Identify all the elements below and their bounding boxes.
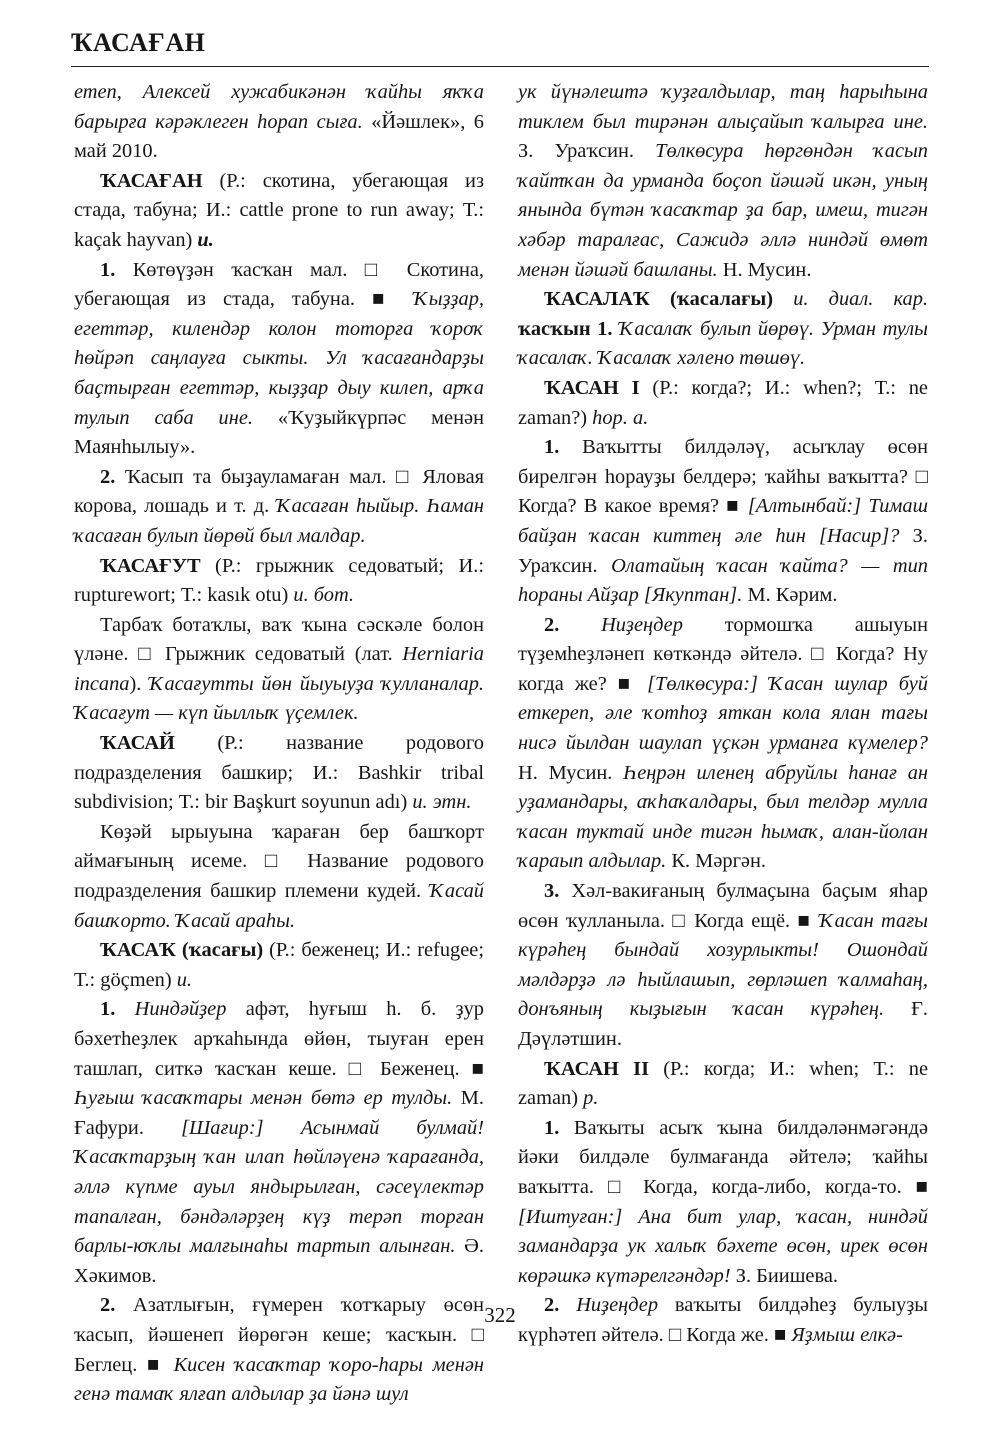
text-run: «Йәшлек», 6 май 2010. [74,110,484,163]
text-run: афәт, һуғыш һ. б. ҙур бәхетһеҙлек арҡаһында өйөн, тыуған ерен ташлап, ситкә ҡасҡан кеше. □ Беженец. ■ [74,998,485,1080]
dictionary-paragraph [518,433,928,611]
text-run: Ҡасып та быҙауламаған мал. □ Яловая корова, лошадь и т. д. [74,465,484,518]
text-run: 2. [544,613,602,636]
text-run: Ниҙеңдер [576,1294,675,1317]
text-run: һор. а. [592,406,649,429]
text-run: 3. [544,880,572,903]
dictionary-paragraph [74,995,484,1291]
text-run: Ваҡыты асыҡ ҡына билдәләнмәгәндә йәки билдәле булмағанда әйтелә; ҡайһы ваҡытта. □ Когда, когда-либо, когда-то. ■ [518,1116,929,1198]
text-run: Н. Мусин. [722,258,812,281]
text-run: [Төлкөсура:] Ҡасан шулар буй еткереп, әле ҡотһоҙ яткан кола ялан тағы нисә йылдан шаулап үҫкән урманға күмелер? [518,672,928,755]
dictionary-paragraph [74,936,484,995]
text-run: 1. [100,258,133,281]
text-run: Ниндәйҙер [134,998,246,1021]
text-run: Төлкөсура һөргөндән ҡасып ҡайтҡан да урманда боҫоп йәшәй икән, уның янында бүтән ҡасаҡтар ҙа бар, имеш, тигән хәбәр таралғас, Сажидә әллә ниндәй өмөт менән йәшәй башланы. [518,140,928,281]
text-run: ҠАСАН I [544,376,653,399]
text-run: ҠАСАЙ [100,732,218,755]
text-run: Ҡасалаҡ булып йөрөү. Урман тулы ҡасалаҡ. Ҡасалаҡ хәлено төшөү. [518,317,928,370]
text-run: [Алтынбай:] Тимаш байҙан ҡасан киттең әле һин [Насир]? [518,495,928,547]
text-run: 2. [544,1294,577,1317]
dictionary-paragraph [74,78,484,167]
text-run: (Р.: когда?; И.: when?; Т.: ne zaman?) [518,376,928,429]
text-run: Ҡасай башҡорто. Ҡасай араһы. [74,880,484,932]
dictionary-paragraph [518,877,928,1055]
text-run: и. этн. [412,791,472,814]
text-run: ҠАСАҒУТ [100,554,216,577]
text-run: ҠАСАҠ (ҡасағы) [100,939,270,962]
page-number: 322 [484,1303,516,1327]
text-run: и. бот. [293,584,355,607]
header-rule [71,66,929,67]
text-run: Көтөүҙән ҡасҡан мал. □ Скотина, убегающая из стада, табуна. ■ [74,258,485,311]
text-run: (Р.: беженец; И.: refugee; Т.: göçmen) [74,939,485,991]
text-run: ук йүнәлештә ҡуҙғалдылар, таң һарыһына тиклем был тирәнән алыҫайып ҡалырға ине. [518,81,928,133]
text-run: р. [583,1087,599,1110]
text-run: ). [129,672,150,695]
dictionary-paragraph [518,1055,928,1114]
text-run: (Р.: когда; И.: when; Т.: ne zaman) [518,1057,929,1110]
text-run: Ғ. Дәүләтшин. [518,998,928,1050]
text-run: Ваҡытты билдәләү, асыҡлау өсөн бирелгән һорауҙы белдерә; ҡайһы ваҡытта? □ Когда? В какое время? ■ [518,436,928,518]
text-run: Ҡыҙҙар, егеттәр, килендәр колон тоторға ҡороҡ һөйрәп саңлауға сыкты. Ул ҡасағандарҙы баҫтырған егеттәр, кыҙҙар дыу килеп, арҡа тулып саба ине. [74,288,484,429]
text-run: ҠАСАН II [544,1057,664,1080]
text-run: Көҙәй ырыуына ҡараған бер башҡорт аймағының исеме. □ Название родового подразделения башкир племени кудей. [74,820,484,903]
text-run: З. Биишева. [735,1264,838,1287]
text-run: ваҡыты билдәһеҙ булыуҙы күрһәтеп әйтелә. □ Когда же. ■ [518,1294,929,1346]
text-run: Кисен ҡасаҡтар ҡоро-һары менән генә тамаҡ ялғап алдылар ҙа йәнә шул [74,1353,484,1406]
text-run: етеп, Алексей хужабикәнән ҡайһы яҡҡа барырға кәрәклеген һорап сыға. [74,81,484,133]
dictionary-paragraph [518,78,928,285]
text-run: К. Мәргән. [671,850,766,873]
running-head: ҠАСАҒАН [71,28,206,57]
text-run: Ҡасан тағы күрәһең бындай хозурлыкты! Ошондай мәлдәрҙә лә һыйлашып, гөрләшеп ҡалмаһаң, донъяның кыҙығын ҡасан күрәһең. [518,909,928,1021]
text-run: Хәл-вакиғаның булмаҫына баҫым яһар өсөн ҡулланыла. □ Когда ещё. ■ [518,880,929,932]
right-column [518,78,928,1351]
dictionary-paragraph [74,552,484,611]
text-run: Тарбаҡ ботаҡлы, ваҡ ҡына сәскәле болон үләне. □ Грыжник седоватый (лат. [74,613,484,666]
text-run: М. Кәрим. [747,584,838,607]
dictionary-paragraph [74,167,484,256]
text-run: и. [197,228,214,251]
text-run: З. Ураҡсин. [518,524,928,577]
text-run: Һеңрән иленең абруйлы һанағ ан уҙамандары, аҡһаҡалдары, был телдәр мулла ҡасан туктай инде тигән һымаҡ, алан-йолан ҡараып алдылар. [518,761,929,873]
text-run: ҠАСАҒАН [100,169,220,192]
text-run: [Шағир:] Асынмай булмай! Ҡасаҡтарҙың ҡан илап һөйләүенә ҡарағанда, әллә күпме ауыл яндырылған, сәсеүлектәр тапалған, бәндәләрҙең күҙ терәп торған барлы-юҡлы малғынаһы тартып алынған. [74,1116,484,1258]
left-column [74,78,484,1410]
dictionary-paragraph [74,463,484,552]
text-run: Азатлығын, ғүмерен ҡотҡарыу өсөн ҡасып, йәшенеп йөрөгән кеше; ҡасҡын. □ Беглец. ■ [74,1294,485,1376]
dictionary-paragraph [74,729,484,818]
text-run: Олатайың ҡасан ҡайта? — тип һораны Айҙар [Якуптан]. [518,554,928,607]
dictionary-paragraph [74,818,484,936]
text-run: тормошҡа ашыуын түҙемһеҙләнеп көткәндә әйтелә. □ Когда? Ну когда же? ■ [518,613,929,695]
text-run: 1. [100,998,135,1021]
text-run: 1. [544,436,583,459]
text-run: Ә. Хәкимов. [74,1235,484,1287]
text-run: (Р.: грыжник седоватый; И.: rupturewort; Т.: kasık otu) [74,554,484,607]
text-run: Ҡасағутты йөн йыуыуҙа ҡулланалар. Ҡасағут — күп йыллыҡ үҫемлек. [74,672,484,725]
dictionary-paragraph [518,285,928,374]
text-run: ҠАСАЛАҠ (ҡасалағы) [544,288,794,311]
text-run: Һуғыш ҡасаҡтары менән бөтә ер тулды. [74,1087,461,1110]
dictionary-paragraph [74,256,484,463]
text-run: (Р.: название родового подразделения башкир; И.: Bashkir tribal subdivision; Т.: bir Başkurt soyunun adı) [74,732,485,814]
text-run: (Р.: скотина, убегающая из стада, табуна; И.: cattle prone to run away; Т.: kaçak hayvan) [74,169,484,251]
dictionary-paragraph [518,1114,928,1292]
dictionary-paragraph [74,611,484,729]
text-run: Herniaria incana [74,643,484,695]
text-run: ҡасҡын 1. [518,317,620,340]
text-run: Ҡасаған һыйыр. Һаман ҡасаған булып йөрөй был малдар. [74,495,485,547]
text-run: 1. [544,1116,574,1139]
text-run: и. диал. кар. [793,288,928,311]
text-run: 2. [100,465,125,488]
text-run: 2. [100,1294,133,1317]
text-run: «Ҡуҙыйкүрпәс менән Маянһылыу». [74,406,484,459]
text-run: Ниҙеңдер [601,613,725,636]
text-run: и. [176,968,193,991]
text-run: М. Ғафури. [74,1087,484,1139]
text-run: Н. Мусин. [518,761,624,784]
text-run: [Иштуған:] Ана бит улар, ҡасан, ниндәй замандарҙа ук халыҡ бәхете өсөн, ирек өсөн көрәшкә күтәрелгәндәр! [518,1205,928,1287]
text-run: З. Ураҡсин. [518,140,656,163]
text-run: Яҙмыш елкә- [791,1323,903,1346]
dictionary-paragraph [518,374,928,433]
dictionary-paragraph [518,611,928,877]
